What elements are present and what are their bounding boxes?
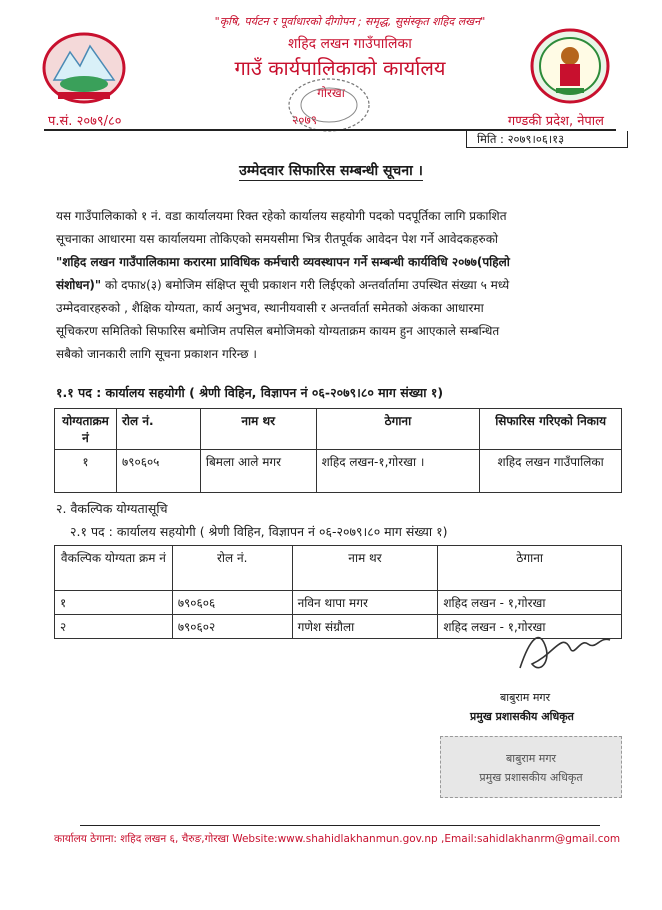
column-header: ठेगाना [316, 409, 480, 450]
footer-contact: कार्यालय ठेगाना: शहिद लखन ६, चैरुङ,गोरखा Website:www.shahidlakhanmun.gov.np ,Email:sahidlakhanrm@gmail.com [54, 833, 621, 845]
table-header-row [55, 546, 622, 591]
date: मिति : २०७९।०६।१३ [466, 131, 628, 148]
table-cell: ७९०६०६ [172, 591, 292, 615]
column-header: ठेगाना [438, 546, 622, 591]
table-cell: बिमला आले मगर [200, 450, 316, 493]
table-row [55, 450, 622, 493]
body-line: यस गाउँपालिकाको १ नं. वडा कार्यालयमा रिक्त रहेको कार्यालय सहयोगी पदको पदपूर्तिका लागि प्रकाशित [56, 209, 507, 223]
signatory-name: बाबुराम मगर [500, 691, 551, 704]
table-cell: ७९०६०५ [116, 450, 200, 493]
table-header-row [55, 409, 622, 450]
table-cell: शहिद लखन - १,गोरखा [438, 615, 622, 639]
reference-number: प.सं. २०७९/८० [48, 114, 122, 129]
procedure-title: "शहिद लखन गाउँपालिकामा करारमा प्राविधिक कर्मचारी व्यवस्थापन गर्ने सम्बन्धी कार्यविधि २०७७(पहिलो [56, 255, 510, 269]
section2-subheading: २.१ पद : कार्यालय सहयोगी ( श्रेणी विहिन, विज्ञापन नं ०६-२०७९।८० माग संख्या १) [70, 524, 448, 539]
table-row [55, 591, 622, 615]
municipality-name: शहिद लखन गाउँपालिका [288, 36, 412, 52]
column-header: नाम थर [200, 409, 316, 450]
stamp-designation: प्रमुख प्रशासकीय अधिकृत [479, 771, 583, 784]
body-line: सूचनाका आधारमा यस कार्यालयमा तोकिएको समयसीमा भित्र रीतपूर्वक आवेदन पेश गर्ने आवेदकहरुको [56, 232, 499, 246]
footer-divider [80, 825, 600, 826]
column-header: रोल नं. [116, 409, 200, 450]
office-seal-icon [284, 76, 374, 134]
column-header: योग्यताक्रम नं [55, 409, 117, 450]
district: गोरखा [317, 86, 345, 100]
table-cell: नविन थापा मगर [292, 591, 438, 615]
table-cell: शहिद लखन-१,गोरखा । [316, 450, 480, 493]
column-header: रोल नं. [172, 546, 292, 591]
column-header: सिफारिस गरिएको निकाय [480, 409, 622, 450]
notice-body [56, 205, 618, 366]
table-cell: १ [55, 591, 173, 615]
signatory-designation: प्रमुख प्रशासकीय अधिकृत [470, 710, 574, 723]
table-cell: १ [55, 450, 117, 493]
notice-title [0, 161, 662, 180]
section1-heading: १.१ पद : कार्यालय सहयोगी ( श्रेणी विहिन, विज्ञापन नं ०६-२०७९।८० माग संख्या १) [56, 385, 444, 400]
table-cell: ७९०६०२ [172, 615, 292, 639]
body-line [56, 274, 618, 297]
body-line: उम्मेदवारहरुको , शैक्षिक योग्यता, कार्य अनुभव, स्थानीयवासी र अन्तर्वार्ता समेतको अंकका आधारमा [56, 301, 484, 315]
column-header: वैकल्पिक योग्यता क्रम नं [55, 546, 173, 591]
motto: "कृषि, पर्यटन र पूर्वाधारको दीगोपन ; समृद्ध, सुसंस्कृत शहिद लखन" [214, 15, 486, 28]
body-line: सबैको जानकारी लागि सूचना प्रकाशन गरिन्छ । [56, 347, 257, 361]
body-line-text: को दफा४(३) बमोजिम संक्षिप्त सूची प्रकाशन गरी लिईएको अन्तर्वार्तामा उपस्थित संख्या ५ मध्ये [101, 278, 510, 292]
signature-stamp [440, 736, 622, 798]
signature-icon [510, 618, 620, 684]
section2-heading: २. वैकल्पिक योग्यतासूचि [56, 501, 168, 516]
procedure-title-end: संशोधन)" [56, 278, 102, 292]
fiscal-year: २०७९ [292, 113, 317, 127]
table-cell: २ [55, 615, 173, 639]
table-cell: गणेश संग्रौला [292, 615, 438, 639]
province: गण्डकी प्रदेश, नेपाल [507, 114, 604, 129]
notice-title-text: उम्मेदवार सिफारिस सम्बन्धी सूचना । [239, 163, 423, 179]
body-line [56, 251, 618, 274]
body-line: सूचिकरण समितिको सिफारिस बमोजिम तपसिल बमोजिमको योग्यताक्रम कायम हुन आएकाले सम्बन्धित [56, 324, 500, 338]
table-cell: शहिद लखन - १,गोरखा [438, 591, 622, 615]
stamp-name: बाबुराम मगर [505, 752, 557, 765]
table-cell: शहिद लखन गाउँपालिका [480, 450, 622, 493]
recommendation-table [54, 408, 622, 493]
column-header: नाम थर [292, 546, 438, 591]
office-name: गाउँ कार्यपालिकाको कार्यालय [234, 56, 446, 80]
